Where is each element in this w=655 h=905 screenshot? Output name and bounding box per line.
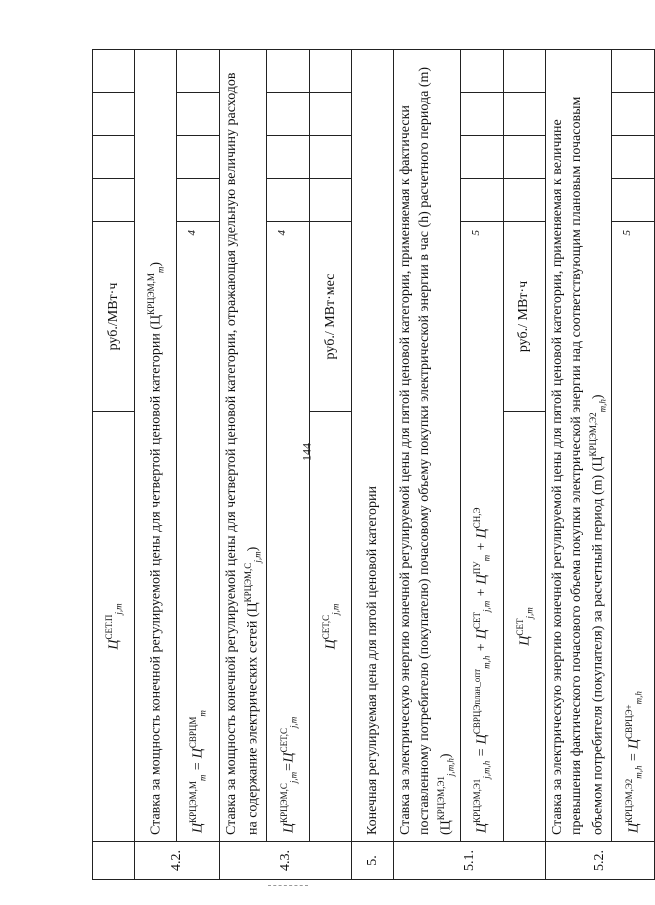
formula-cell [93, 412, 135, 842]
row-number-4-2: 4.2. [135, 842, 220, 880]
row-number-5-1: 5.1. [394, 842, 545, 880]
footnote-marker: 4 [185, 230, 198, 236]
unit-cell: руб./МВт·ч [93, 222, 135, 412]
table-row [545, 50, 611, 880]
formula-cset-p: $Ц^{СЕТ.П}_{j,m}$ [103, 603, 124, 650]
formula-cell [612, 222, 655, 842]
footnote-marker: 4 [276, 230, 289, 236]
table-row [352, 50, 394, 880]
description-cell [220, 50, 267, 842]
row-number-4-3: 4.3. [220, 842, 352, 880]
section-heading-cell [352, 50, 394, 842]
footnote-marker: 5 [621, 230, 634, 236]
row-5-2-formula: $Ц^{КРЦЭМ,Э2}_{m,h} = Ц^{СВРЦЭ+}_{m,h}$ 5 [621, 230, 643, 833]
table-row [135, 50, 177, 880]
tariff-table [92, 49, 655, 880]
description-cell [135, 50, 177, 842]
row-number-5-2: 5.2. [545, 842, 654, 880]
scan-edge-mark [268, 885, 308, 887]
table-row [220, 50, 267, 880]
table-row [177, 50, 220, 880]
row-number-5: 5. [352, 842, 394, 880]
unit-cell: руб./ МВт·мес [310, 222, 352, 412]
table-row [310, 50, 352, 880]
page-number: 144 [299, 443, 314, 461]
table-row [460, 50, 503, 880]
description-cell [394, 50, 460, 842]
row-5-2-description: Ставка за электрическую энергию конечной регулируемой цены для пятой ценовой категории, применяемая к величине превышения фактического почасового объема покупки электрической энергии над соответствующим плановым почасовым объемом потребителя (покупателя) за расчетный период (m) $(Ц^{КРЦЭМ,Э2}_{m,h})$ [549, 96, 608, 835]
formula-cell [177, 222, 220, 842]
table-row [612, 50, 655, 880]
row-4-2-description: Ставка за мощность конечной регулируемой цены для четвертой ценовой категории $(Ц^{КРЦЭМ,М}_m)$ [145, 261, 166, 835]
formula-cset-c: $Ц^{СЕТ,С}_{j,m}$ [321, 603, 341, 650]
row-4-2-formula: $Ц^{КРЦЭМ,М}_m = Ц^{СВРЦМ}_m$ 4 [185, 230, 208, 833]
formula-cell [267, 222, 310, 842]
row-number-cell [93, 842, 135, 880]
unit-cell: руб./ МВт·ч [503, 222, 545, 412]
formula-cset: $Ц^{СЕТ}_{j,m}$ [514, 607, 535, 646]
row-4-3-formula: $Ц^{КРЦЭМ,С}_{j,m}=Ц^{СЕТ,С}_{j,m}$ 4 [276, 230, 299, 833]
rotated-sheet [92, 50, 643, 880]
footnote-marker: 5 [469, 230, 482, 236]
table-row [267, 50, 310, 880]
row-4-3-description: Ставка за мощность конечной регулируемой цены для четвертой ценовой категории, отражающая удельную величину расходов на содержание электрических сетей $(Ц^{КРЦЭМ,С}_{j,m})$ [224, 72, 263, 835]
formula-cell [310, 412, 352, 842]
row-5-1-description: Ставка за электрическую энергию конечной регулируемой цены для пятой ценовой категории, применяемая к фактически поставленному потребителю (покупателю) почасовому объему покупки электрической энергии в час (h) расчетного периода (m) $(Ц^{КРЦЭМ,Э1}_{j,m,h})$ [398, 66, 456, 835]
row-5-description: Конечная регулируемая цена для пятой ценовой категории [364, 486, 380, 835]
table-row [503, 50, 545, 880]
description-cell [545, 50, 611, 842]
formula-cell [503, 412, 545, 842]
table-rotator [92, 50, 643, 880]
row-5-1-formula: $Ц^{КРЦЭМ,Э1}_{j,m,h} = Ц^{СВРЦЭплан\_опт}_{m,h} + Ц^{СЕТ}_{j,m} + Ц^{ПУ}_m + Ц^{СН,Э}$ 5 [469, 230, 492, 833]
formula-cell [460, 222, 503, 842]
table-row [93, 50, 135, 880]
table-row [394, 50, 460, 880]
